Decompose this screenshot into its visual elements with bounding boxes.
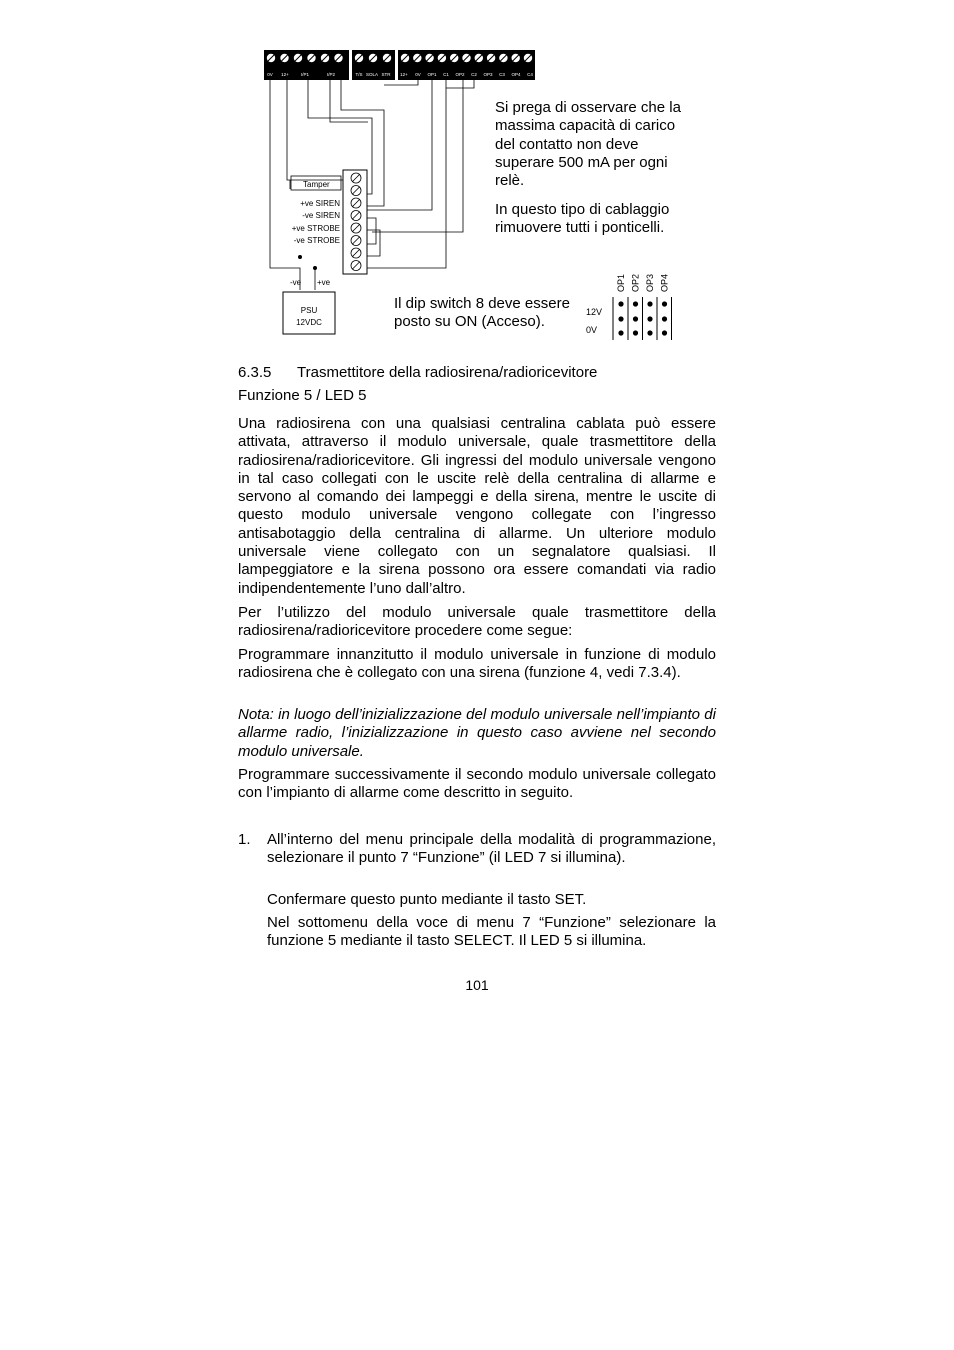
- terminal-label: T/S: [355, 72, 363, 77]
- terminal-label: C1: [443, 72, 449, 77]
- terminal-label: C3: [499, 72, 505, 77]
- jumper-pin: [633, 301, 638, 306]
- pos-siren-label: +ve SIREN: [300, 199, 340, 208]
- paragraph-usage: Per l’utilizzo del modulo universale quale trasmettitore della radiosirena/radioricevitore procedere come segue:: [238, 604, 716, 640]
- terminal-label: 0V: [267, 72, 273, 77]
- note-paragraph: Nota: in luogo dell’inizializzazione del modulo universale nell’impianto di allarme radio, l’inizializzazione in questo caso avviene nel secondo modulo universale.: [238, 706, 716, 760]
- pos-strobe-label: +ve STROBE: [291, 224, 340, 233]
- jumper-pin: [633, 316, 638, 321]
- jumper-12v-label: 12V: [586, 307, 603, 317]
- neg-strobe-label: -ve STROBE: [293, 236, 340, 245]
- jumper-0v-label: 0V: [586, 325, 598, 335]
- psu-pos-label: +ve: [317, 278, 331, 287]
- terminal-label: STR: [381, 72, 391, 77]
- jumper-pin: [647, 301, 652, 306]
- jumper-pin: [647, 330, 652, 335]
- jumper-column-label: OP1: [616, 273, 626, 292]
- psu-voltage-label: 12VDC: [296, 318, 322, 327]
- terminal-label: 12+: [400, 72, 408, 77]
- terminal-label: 12+: [281, 72, 289, 77]
- jumper-column-label: OP2: [630, 273, 641, 292]
- terminal-label: OP4: [511, 72, 521, 77]
- section-title: Trasmettitore della radiosirena/radioricevitore: [297, 364, 598, 381]
- jumper-pin: [662, 316, 667, 321]
- jumper-pin: [618, 316, 623, 321]
- paragraph-intro: Una radiosirena con una qualsiasi centralina cablata può essere attivata, attraverso il modulo universale, quale trasmettitore della radiosirena/radioricevitore. Gli ingressi del modulo universale vengono in tal caso collegati con le uscite relè della centralina di allarme e servono al comando dei lampeggi e della sirena, mentre le uscite di questo modulo universale vengono collegate con l’ingresso antisabotaggio della centralina di allarme. Un ulteriore modulo universale viene collegato con un segnalatore qualsiasi. Il lampeggiatore e la sirena possono ora essere comandati via radio indipendentemente l’uno dall’altro.: [238, 415, 716, 597]
- terminal-label: I/P2: [326, 72, 336, 77]
- step-confirm: Confermare questo punto mediante il tasto SET.: [267, 891, 587, 908]
- section-heading: [238, 364, 718, 382]
- step-submenu: Nel sottomenu della voce di menu 7 “Funzione” selezionare la funzione 5 mediante il tasto SELECT. Il LED 5 si illumina.: [267, 914, 716, 950]
- neg-siren-label: -ve SIREN: [302, 211, 340, 220]
- jumper-pin: [618, 301, 623, 306]
- terminal-label: OP2: [455, 72, 465, 77]
- psu-label: PSU: [300, 306, 318, 315]
- dip-switch-note: Il dip switch 8 deve essere posto su ON (Acceso).: [394, 295, 570, 331]
- terminal-label: I/P1: [300, 72, 310, 77]
- paragraph-program: Programmare innanzitutto il modulo universale in funzione di modulo radiosirena che è collegato con una sirena (funzione 4, vedi 7.3.4).: [238, 646, 716, 682]
- terminal-label: C4: [527, 72, 533, 77]
- capacity-note: Si prega di osservare che la massima capacità di carico del contatto non deve superare 500 mA per ogni relè.: [495, 99, 681, 190]
- step-text: All’interno del menu principale della modalità di programmazione, selezionare il punto 7 “Funzione” (il LED 7 si illumina).: [267, 831, 716, 867]
- jumper-column-label: OP4: [659, 273, 670, 292]
- jumper-note: In questo tipo di cablaggio rimuovere tutti i ponticelli.: [495, 201, 670, 237]
- jumper-pin: [662, 330, 667, 335]
- tamper-label: Tamper: [303, 180, 330, 189]
- terminal-label: OP3: [483, 72, 493, 77]
- paragraph-second-module: Programmare successivamente il secondo modulo universale collegato con l’impianto di allarme come descritto in seguito.: [238, 766, 716, 802]
- jumper-column-label: OP3: [645, 273, 655, 292]
- jumper-header-grid: [586, 274, 672, 340]
- page-number: 101: [465, 977, 489, 993]
- step-number: 1.: [238, 831, 251, 848]
- terminal-label: SOLA: [365, 72, 379, 77]
- terminal-label: C2: [471, 72, 477, 77]
- psu-neg-label: -ve: [290, 278, 302, 287]
- jumper-pin: [618, 330, 623, 335]
- terminal-label: OP1: [427, 72, 437, 77]
- terminal-label: 0V: [415, 72, 421, 77]
- jumper-pin: [633, 330, 638, 335]
- jumper-pin: [647, 316, 652, 321]
- siren-connector-block: [343, 170, 367, 274]
- section-subtitle: Funzione 5 / LED 5: [238, 387, 367, 404]
- jumper-pin: [662, 301, 667, 306]
- psu-box: [283, 278, 335, 334]
- section-number: 6.3.5: [238, 364, 272, 381]
